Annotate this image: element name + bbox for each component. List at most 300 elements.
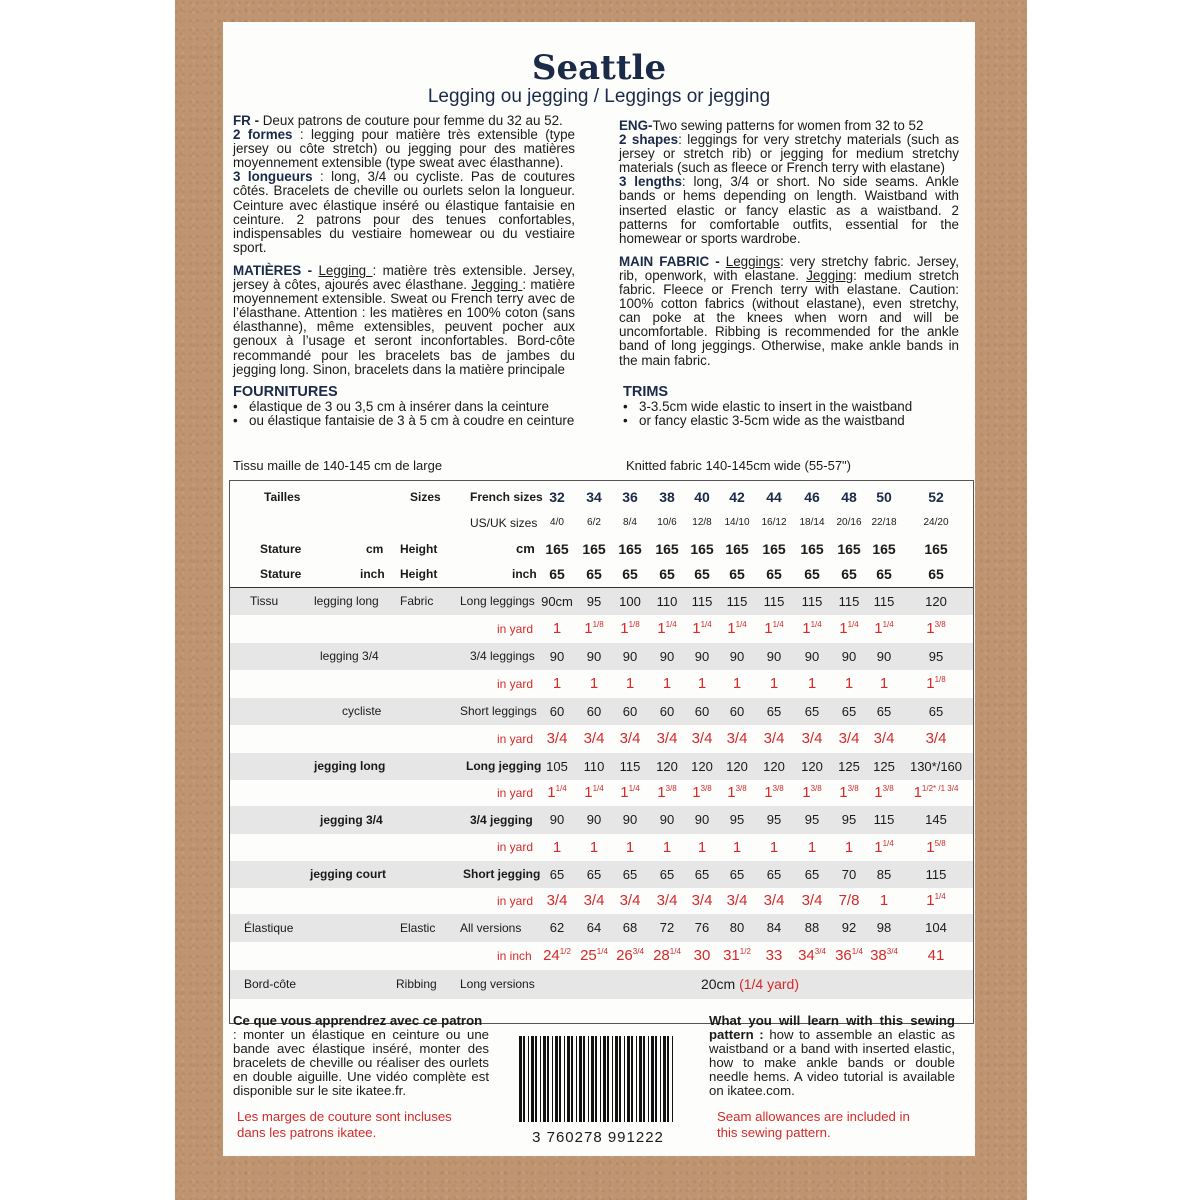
barcode-bar (559, 1036, 561, 1122)
size-value-cell: 3/4 (763, 730, 785, 747)
size-value-cell: 85 (876, 867, 892, 882)
row-label: in yard (497, 786, 534, 800)
size-value-cell: 3/4 (691, 892, 713, 909)
size-value-cell: 165 (837, 541, 861, 557)
size-value-cell: 60 (694, 704, 710, 719)
size-value-cell: 115 (838, 594, 860, 609)
size-value-cell: 76 (694, 920, 710, 935)
row-label: jegging long (314, 759, 386, 773)
size-value-cell: 6/2 (587, 517, 601, 528)
row-label: Ribbing (396, 977, 437, 991)
header-label: Height (400, 567, 438, 581)
row-label: in yard (497, 840, 534, 854)
trims-heading: TRIMS (623, 384, 669, 400)
barcode-bar (663, 1036, 666, 1122)
size-value-cell: 60 (586, 704, 602, 719)
row-label: jegging court (310, 867, 386, 881)
size-value-cell: $1^{3/8}$ (764, 784, 784, 801)
size-value-cell: 65 (766, 566, 782, 582)
size-value-cell: 90 (876, 649, 892, 664)
size-value-cell: 90 (659, 812, 675, 827)
size-value-cell: 7/8 (838, 892, 860, 909)
barcode-bar (615, 1036, 618, 1122)
trims-item: • 3-3.5cm wide elastic to insert in the waistband (617, 400, 957, 414)
header-label: Sizes (410, 490, 441, 504)
size-value-cell: 88 (804, 920, 820, 935)
size-value-cell: 41 (927, 947, 945, 964)
size-value-cell: 90 (766, 649, 782, 664)
barcode-bar (571, 1036, 573, 1122)
header-label: Stature (260, 567, 302, 581)
en-shapes-lead: 2 shapes (619, 132, 679, 148)
size-value-cell: 65 (876, 704, 892, 719)
size-value-cell: 3/4 (583, 892, 605, 909)
size-value-cell: 84 (766, 920, 782, 935)
row-label: in inch (497, 949, 532, 963)
size-value-cell: 50 (876, 489, 892, 505)
ribbing-span: 20cm (1/4 yard) (700, 976, 800, 992)
size-value-cell: 90 (659, 649, 675, 664)
barcode-bar (555, 1036, 558, 1122)
size-value-cell: 3/4 (619, 730, 641, 747)
size-value-cell: 1 (879, 675, 889, 692)
size-value-cell: 1 (552, 620, 562, 637)
size-value-cell: 1 (732, 675, 742, 692)
size-value-cell: $1^{3/8}$ (874, 784, 894, 801)
fournitures-heading: FOURNITURES (233, 384, 338, 400)
size-value-cell: 90 (729, 649, 745, 664)
size-value-cell: 1 (625, 839, 635, 856)
fr-matieres-2: : matière moyennement extensible. Sweat ou French terry avec de l’élasthane. Attention : les matières en 100% coton (sans élasthanne), même extensibles, peuvent pocher aux genoux à l’usage et seront inconfortables. Bord-côte recommandé pour les bracelets bas de jambes du jegging long. Sinon, bracelets dans la matière principale (233, 277, 575, 377)
size-value-cell: 20/16 (836, 517, 862, 528)
size-value-cell: 115 (925, 867, 947, 882)
learn-fr-lead: Ce que vous apprendrez avec ce patron (233, 1013, 483, 1028)
en-lengths: : long, 3/4 or short. No side seams. Ankle bands or hems depending on length. Waistband with inserted elastic or fancy elastic as a waistband. 2 patterns for comfortable outfits, essential for the homewear or sports wardrobe. (619, 174, 959, 246)
row-label: Elastic (400, 921, 436, 935)
row-label: 3/4 jegging (470, 813, 533, 827)
fr-matieres-lead: MATIÈRES - (233, 262, 319, 278)
size-value-cell: 24/20 (923, 517, 949, 528)
conversion-row (230, 942, 973, 970)
en-main-lead: MAIN FABRIC - (619, 253, 726, 269)
size-value-cell: 3/4 (691, 730, 713, 747)
size-value-cell: 1 (589, 839, 599, 856)
size-value-cell: 125 (838, 759, 860, 774)
pattern-title: Seattle (531, 48, 667, 88)
size-value-cell: 90 (549, 649, 565, 664)
size-value-cell: 3/4 (801, 892, 823, 909)
size-value-cell: 52 (928, 489, 944, 505)
fr-longueurs: : long, 3/4 ou cycliste. Pas de coutures côtés. Bracelets de cheville ou ourlets selon la longueur. Ceinture avec élastique inséré ou élastique fantaisie en ceinture. 2 patrons pour des tenues confortables, indispensables du vestiaire homewear ou du vestiaire sport. (233, 169, 575, 255)
header-label: inch (512, 567, 537, 581)
size-value-cell: $1^{1/4}$ (839, 620, 859, 637)
barcode-bar (655, 1036, 657, 1122)
size-value-cell: $1^{1/4}$ (547, 784, 567, 801)
size-value-cell: 3/4 (873, 730, 895, 747)
barcode-bar (624, 1036, 625, 1122)
size-value-cell: 110 (656, 594, 678, 609)
size-value-cell: 65 (586, 867, 602, 882)
size-value-cell: 120 (801, 759, 823, 774)
barcode-bar (567, 1036, 570, 1122)
size-value-cell: 38 (659, 489, 675, 505)
size-value-cell: 60 (622, 704, 638, 719)
size-value-cell: 165 (924, 541, 948, 557)
size-value-cell: 3/4 (763, 892, 785, 909)
size-value-cell: 60 (729, 704, 745, 719)
size-value-cell: $26^{3/4}$ (616, 947, 644, 964)
row-label: Short jegging (463, 867, 541, 881)
size-value-cell: 65 (928, 704, 944, 719)
size-value-cell: 90 (586, 812, 602, 827)
size-value-cell: $1^{3/8}$ (839, 784, 859, 801)
size-value-cell: 90 (622, 649, 638, 664)
size-value-cell: $25^{1/4}$ (580, 947, 608, 964)
en-main-jegging: Jegging (806, 267, 854, 283)
seam-note-en: Seam allowances are included in this sewing pattern. (717, 1109, 910, 1140)
fabric-row (230, 861, 973, 888)
size-value-cell: $38^{3/4}$ (870, 947, 898, 964)
size-value-cell: 65 (804, 704, 820, 719)
conversion-row (230, 670, 973, 698)
size-value-cell: 120 (656, 759, 678, 774)
barcode-bar (667, 1036, 669, 1122)
size-value-cell: 125 (873, 759, 895, 774)
size-value-cell: 12/8 (692, 517, 712, 528)
row-label: in yard (497, 622, 534, 636)
size-value-cell: $1^{1/4}$ (657, 620, 677, 637)
size-value-cell: 60 (659, 704, 675, 719)
fr-formes: : legging pour matière très extensible (type jersey ou côte stretch) ou jegging pour des matières moyennement extensible (type sweat avec élasthanne). (233, 127, 575, 171)
fr-formes-lead: 2 formes (233, 127, 293, 143)
size-value-cell: 130*/160 (909, 759, 963, 774)
en-main-2: : medium stretch fabric. Fleece or French terry with elastane. Caution: 100% cotton fabrics (without elastane), even stretchy, can poke at the knees when worn and will be uncomfortable. Ribbing is recommended for the ankle band of long jeggings. Otherwise, make ankle bands in the main fabric. (619, 267, 959, 368)
size-value-cell: 46 (804, 489, 820, 505)
barcode-bar (576, 1036, 577, 1122)
row-label: Fabric (400, 594, 434, 608)
fr-matieres-1: : matière très extensible. Jersey, jersey à côtes, ajourés avec élasthane. (233, 262, 575, 293)
size-value-cell: 65 (876, 566, 892, 582)
barcode-bar (588, 1036, 589, 1122)
learn-fr (233, 1014, 489, 1099)
size-value-cell: 90 (841, 649, 857, 664)
size-value-cell: 1 (697, 675, 707, 692)
learn-en (709, 1014, 955, 1099)
row-label: in yard (497, 677, 534, 691)
size-value-cell: 90 (804, 649, 820, 664)
row-label: Tissu (250, 594, 279, 608)
fr-fabric-width: Tissu maille de 140-145 cm de large (233, 458, 443, 473)
seam-note-fr: Les marges de couture sont incluses dans les patrons ikatee. (237, 1109, 452, 1140)
size-value-cell: 4/0 (550, 517, 564, 528)
size-value-cell: 65 (804, 867, 820, 882)
barcode-bar (523, 1036, 525, 1122)
size-value-cell: 3/4 (726, 892, 748, 909)
barcode-bar (600, 1036, 601, 1122)
size-value-cell: $1^{1/4}$ (727, 620, 747, 637)
learn-en-text: how to assemble an elastic as waistband or a band with inserted elastic, how to make ankle bands or double needle hems. A video tutorial is available on ikatee.com. (709, 1027, 955, 1099)
pattern-sheet (223, 22, 975, 1156)
fabric-row (230, 698, 973, 725)
size-value-cell: 95 (586, 594, 602, 609)
barcode-bar (672, 1036, 673, 1122)
size-value-cell: 165 (655, 541, 679, 557)
en-description (619, 119, 959, 377)
size-value-cell: 115 (763, 594, 785, 609)
size-value-cell: 65 (659, 566, 675, 582)
size-value-cell: $1^{1/8}$ (584, 620, 604, 637)
fournitures-item: • élastique de 3 ou 3,5 cm à insérer dans la ceinture (227, 400, 587, 414)
size-value-cell: 65 (622, 566, 638, 582)
size-value-cell: 90 (622, 812, 638, 827)
fr-intro: Deux patrons de couture pour femme du 32 au 52. (262, 113, 563, 128)
size-value-cell: 90 (586, 649, 602, 664)
size-value-cell: 90 (694, 649, 710, 664)
header-label: Tailles (264, 490, 301, 504)
size-value-cell: 115 (619, 759, 641, 774)
barcode-bar (535, 1036, 537, 1122)
trims-list (617, 400, 957, 428)
size-value-cell: 36 (622, 489, 638, 505)
size-value-cell: 10/6 (657, 517, 677, 528)
row-label: 3/4 leggings (470, 649, 535, 663)
header-label: cm (366, 542, 384, 556)
header-label: US/UK sizes (470, 516, 538, 530)
header-label: inch (360, 567, 385, 581)
size-value-cell: 65 (766, 704, 782, 719)
size-value-cell: 1 (807, 839, 817, 856)
size-value-cell: 18/14 (799, 517, 825, 528)
size-value-cell: 3/4 (656, 892, 678, 909)
size-value-cell: 65 (694, 867, 710, 882)
row-label: Long jegging (466, 759, 542, 773)
row-label: legging long (314, 594, 379, 608)
size-value-cell: 16/12 (761, 517, 787, 528)
row-label: Long versions (460, 977, 535, 991)
barcode-bar (607, 1036, 609, 1122)
size-value-cell: 32 (549, 489, 565, 505)
barcode-bar (591, 1036, 594, 1122)
barcode-bar (519, 1036, 522, 1122)
size-value-cell: $1^{3/8}$ (926, 620, 946, 637)
fabric-row (230, 643, 973, 670)
size-value-cell: $34^{3/4}$ (798, 947, 826, 964)
size-value-cell: $1^{1/4}$ (926, 892, 946, 909)
size-value-cell: $1^{1/4}$ (802, 620, 822, 637)
barcode-bar (583, 1036, 585, 1122)
en-lengths-lead: 3 lengths (619, 174, 682, 190)
size-value-cell: 64 (586, 920, 602, 935)
conversion-row (230, 888, 973, 914)
size-value-cell: 62 (549, 920, 565, 935)
size-value-cell: $36^{1/4}$ (835, 947, 863, 964)
conversion-row (230, 780, 973, 806)
row-label: cycliste (342, 704, 382, 718)
header-label: Height (400, 542, 438, 556)
conversion-row (230, 615, 973, 643)
size-value-cell: 65 (659, 867, 675, 882)
size-value-cell: 115 (873, 812, 895, 827)
size-value-cell: $1^{1/4}$ (692, 620, 712, 637)
size-value-cell: 165 (800, 541, 824, 557)
size-value-cell: 165 (872, 541, 896, 557)
barcode-bar (627, 1036, 630, 1122)
fabric-row (230, 914, 973, 942)
en-shapes: : leggings for very stretchy materials (such as jersey or stretch rib) or jegging for medium stretchy materials (such as fleece or French terry with elastane) (619, 132, 959, 176)
fabric-row (230, 753, 973, 780)
size-value-cell: 165 (690, 541, 714, 557)
barcode-bar (531, 1036, 534, 1122)
barcode-icon (517, 1034, 677, 1134)
size-value-cell: 65 (804, 566, 820, 582)
row-label: in yard (497, 894, 534, 908)
size-value-cell: 65 (549, 867, 565, 882)
size-value-cell: $1^{1/4}$ (584, 784, 604, 801)
size-value-cell: 1 (844, 839, 854, 856)
en-main-leggings: Leggings (725, 253, 781, 269)
size-value-cell: 3/4 (546, 892, 568, 909)
size-value-cell: $1^{1/4}$ (620, 784, 640, 801)
fournitures-item: • ou élastique fantaisie de 3 à 5 cm à coudre en ceinture (227, 414, 587, 428)
fr-matieres-jegging: Jegging (471, 277, 523, 293)
size-value-cell: 65 (586, 566, 602, 582)
size-value-cell: 3/4 (838, 730, 860, 747)
size-value-cell: $1^{3/8}$ (657, 784, 677, 801)
size-value-cell: $1^{1/2* /1 3/4}$ (913, 784, 959, 801)
barcode-bar (547, 1036, 549, 1122)
size-value-cell: $31^{1/2}$ (723, 947, 751, 964)
size-value-cell: 22/18 (871, 517, 897, 528)
size-value-cell: 60 (549, 704, 565, 719)
size-value-cell: $1^{3/8}$ (727, 784, 747, 801)
size-value-cell: 95 (766, 812, 782, 827)
row-label: Long leggings (460, 594, 535, 608)
size-value-cell: 165 (545, 541, 569, 557)
barcode-bar (648, 1036, 649, 1122)
en-fabric-width: Knitted fabric 140-145cm wide (55-57") (626, 458, 852, 473)
barcode-bar (651, 1036, 654, 1122)
size-value-cell: $1^{1/4}$ (764, 620, 784, 637)
size-value-cell: 90cm (541, 594, 573, 609)
size-value-cell: 65 (729, 867, 745, 882)
size-value-cell: 90 (549, 812, 565, 827)
fabric-row (230, 588, 973, 615)
size-value-cell: $1^{1/4}$ (874, 620, 894, 637)
size-value-cell: 90 (694, 812, 710, 827)
size-value-cell: 3/4 (619, 892, 641, 909)
barcode-bar (564, 1036, 565, 1122)
barcode-number: 3 760278 991222 (532, 1129, 664, 1146)
size-value-cell: $1^{3/8}$ (802, 784, 822, 801)
row-label: Short leggings (460, 704, 537, 718)
barcode-bar (619, 1036, 621, 1122)
size-value-cell: 1 (662, 839, 672, 856)
size-value-cell: $28^{1/4}$ (653, 947, 681, 964)
size-value-cell: 1 (844, 675, 854, 692)
size-value-cell: 3/4 (656, 730, 678, 747)
fabric-row (230, 970, 973, 999)
size-value-cell: 95 (928, 649, 944, 664)
size-value-cell: 1 (662, 675, 672, 692)
barcode-bar (543, 1036, 546, 1122)
size-value-cell: 14/10 (724, 517, 750, 528)
size-value-cell: 1 (807, 675, 817, 692)
row-label: legging 3/4 (320, 649, 379, 663)
row-label: Élastique (244, 921, 294, 935)
learn-en-lead: What you will learn with this sewing pattern : (709, 1013, 955, 1043)
size-value-cell: 33 (765, 947, 783, 964)
conversion-row (230, 725, 973, 753)
size-value-cell: 100 (619, 594, 641, 609)
barcode-bar (636, 1036, 637, 1122)
size-value-cell: 92 (841, 920, 857, 935)
size-value-cell: 40 (694, 489, 710, 505)
trims-item: • or fancy elastic 3-5cm wide as the waistband (617, 414, 957, 428)
size-value-cell: 8/4 (623, 517, 637, 528)
size-value-cell: 3/4 (583, 730, 605, 747)
row-label: Bord-côte (244, 977, 297, 991)
size-value-cell: 65 (729, 566, 745, 582)
conversion-row (230, 834, 973, 861)
barcode-bar (595, 1036, 597, 1122)
size-value-cell: 115 (801, 594, 823, 609)
size-value-cell: $24^{1/2}$ (543, 947, 571, 964)
size-value-cell: 34 (586, 489, 602, 505)
barcode-bar (631, 1036, 633, 1122)
size-value-cell: 165 (618, 541, 642, 557)
size-value-cell: 80 (729, 920, 745, 935)
size-value-cell: 95 (841, 812, 857, 827)
size-value-cell: 3/4 (546, 730, 568, 747)
size-value-cell: 165 (725, 541, 749, 557)
barcode-bar (528, 1036, 529, 1122)
size-value-cell: $1^{1/8}$ (620, 620, 640, 637)
header-row (230, 481, 973, 589)
size-value-cell: 98 (876, 920, 892, 935)
size-value-cell: $1^{1/8}$ (926, 675, 946, 692)
size-fabric-table (229, 480, 974, 1024)
size-value-cell: 165 (762, 541, 786, 557)
size-value-cell: 1 (589, 675, 599, 692)
barcode-bar (612, 1036, 613, 1122)
size-value-cell: 95 (729, 812, 745, 827)
size-value-cell: 104 (925, 920, 947, 935)
barcode-bar (643, 1036, 645, 1122)
en-main-1: : very stretchy fabric. Jersey, rib, openwork, with elastane. (619, 253, 959, 283)
size-value-cell: 65 (928, 566, 944, 582)
size-value-cell: 1 (879, 892, 889, 909)
barcode-bar (639, 1036, 642, 1122)
header-label: French sizes (470, 490, 543, 504)
row-label: jegging 3/4 (320, 813, 383, 827)
size-value-cell: 145 (925, 812, 947, 827)
size-value-cell: 120 (726, 759, 748, 774)
size-value-cell: 120 (691, 759, 713, 774)
size-value-cell: 115 (691, 594, 713, 609)
size-value-cell: 115 (873, 594, 895, 609)
fr-intro-lead: FR - (233, 113, 263, 128)
size-value-cell: $1^{3/8}$ (692, 784, 712, 801)
size-value-cell: 3/4 (726, 730, 748, 747)
size-value-cell: 1 (552, 839, 562, 856)
size-value-cell: 1 (697, 839, 707, 856)
size-value-cell: 65 (841, 566, 857, 582)
en-intro: Two sewing patterns for women from 32 to 52 (652, 118, 924, 133)
size-value-cell: 42 (729, 489, 745, 505)
size-value-cell: 120 (763, 759, 785, 774)
fr-matieres-legging: Legging (318, 262, 373, 278)
size-value-cell: 1 (769, 675, 779, 692)
